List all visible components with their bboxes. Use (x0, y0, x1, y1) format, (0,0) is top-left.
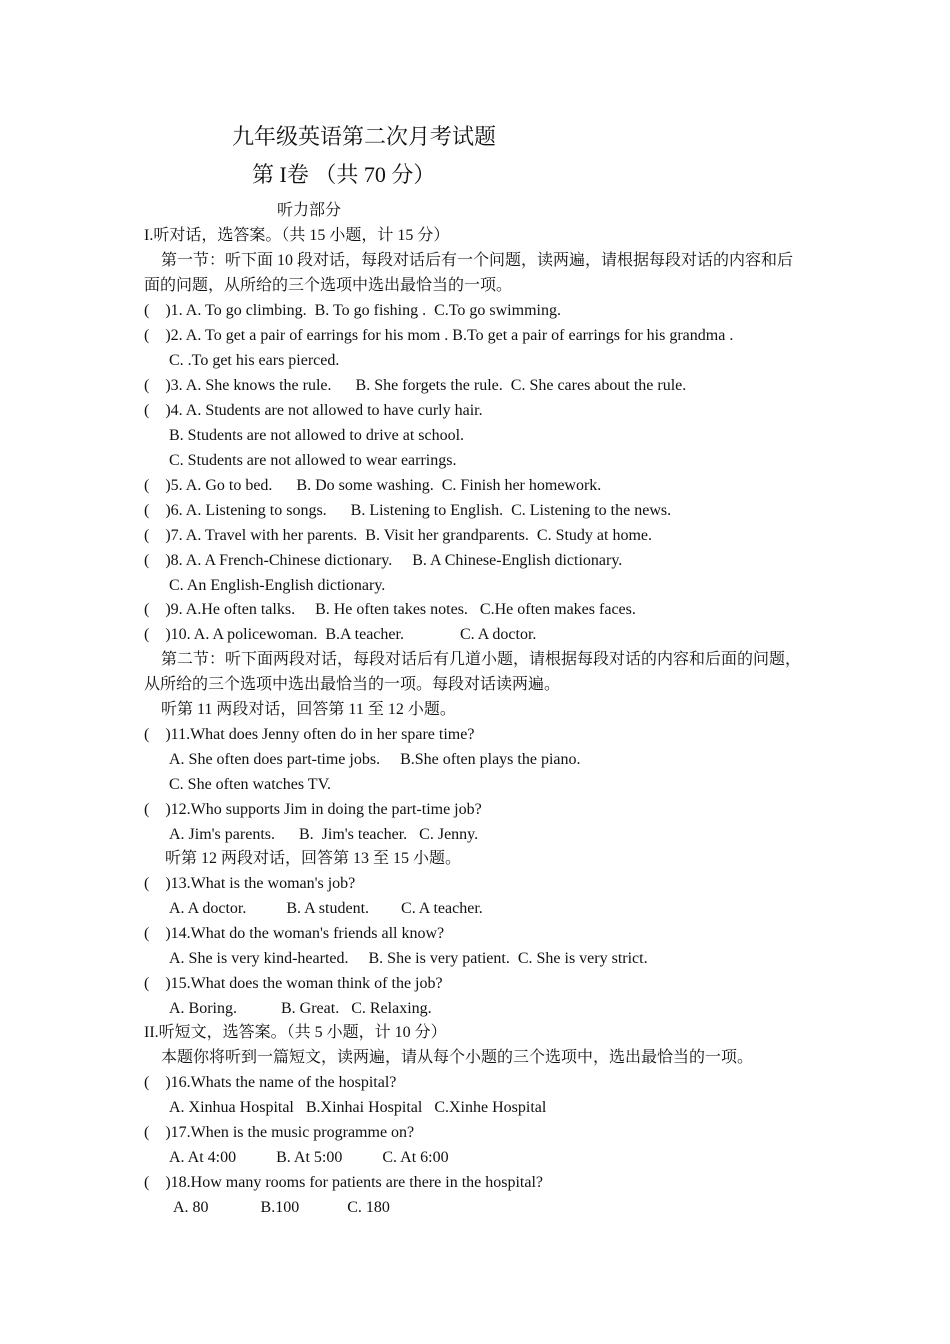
question-line: ( )9. A.He often talks. B. He often takes notes. C.He often makes faces. (144, 601, 636, 618)
option-line: A. 80 B.100 C. 180 (173, 1199, 390, 1216)
question-line: ( )16.Whats the name of the hospital? (144, 1074, 397, 1091)
question-line: ( )1. A. To go climbing. B. To go fishing . C.To go swimming. (144, 302, 561, 319)
question-line: ( )14.What do the woman's friends all know? (144, 925, 445, 942)
option-line: A. At 4:00 B. At 5:00 C. At 6:00 (169, 1149, 449, 1166)
option-line: A. She often does part-time jobs. B.She often plays the piano. (169, 751, 581, 768)
question-line: ( )3. A. She knows the rule. B. She forgets the rule. C. She cares about the rule. (144, 377, 687, 394)
option-line: C. She often watches TV. (169, 776, 332, 793)
instruction-line: 面的问题，从所给的三个选项中选出最恰当的一项。 (144, 277, 513, 294)
option-line: A. Jim's parents. B. Jim's teacher. C. Jenny. (169, 826, 479, 843)
question-line: ( )11.What does Jenny often do in her spare time? (144, 726, 475, 743)
question-line: ( )5. A. Go to bed. B. Do some washing. C. Finish her homework. (144, 477, 602, 494)
question-line: ( )17.When is the music programme on? (144, 1124, 415, 1141)
option-line: B. Students are not allowed to drive at school. (169, 427, 465, 444)
option-line: A. She is very kind-hearted. B. She is very patient. C. She is very strict. (169, 950, 648, 967)
question-line: ( )12.Who supports Jim in doing the part-time job? (144, 801, 482, 818)
question-line: ( )8. A. A French-Chinese dictionary. B. A Chinese-English dictionary. (144, 552, 623, 569)
question-line: ( )13.What is the woman's job? (144, 875, 356, 892)
question-line: ( )18.How many rooms for patients are there in the hospital? (144, 1174, 543, 1191)
instruction-line: 第二节：听下面两段对话，每段对话后有几道小题，请根据每段对话的内容和后面的问题， (161, 651, 802, 668)
exam-title: 九年级英语第二次月考试题 (232, 124, 497, 149)
instruction-line: 听第 12 两段对话，回答第 13 至 15 小题。 (165, 850, 462, 867)
instruction-line: 本题你将听到一篇短文，读两遍，请从每个小题的三个选项中，选出最恰当的一项。 (161, 1049, 754, 1066)
instruction-line: 听第 11 两段对话，回答第 11 至 12 小题。 (161, 701, 456, 718)
section-heading: I.听对话，选答案。（共 15 小题，计 15 分） (144, 227, 450, 244)
question-line: ( )10. A. A policewoman. B.A teacher. C. A doctor. (144, 626, 537, 643)
option-line: A. A doctor. B. A student. C. A teacher. (169, 900, 483, 917)
instruction-line: 第一节：听下面 10 段对话，每段对话后有一个问题，读两遍，请根据每段对话的内容和后 (161, 252, 794, 269)
option-line: C. .To get his ears pierced. (169, 352, 340, 369)
option-line: C. Students are not allowed to wear earrings. (169, 452, 457, 469)
instruction-line: 从所给的三个选项中选出最恰当的一项。每段对话读两遍。 (144, 676, 561, 693)
question-line: ( )7. A. Travel with her parents. B. Visit her grandparents. C. Study at home. (144, 527, 653, 544)
option-line: A. Xinhua Hospital B.Xinhai Hospital C.Xinhe Hospital (169, 1099, 547, 1116)
question-line: ( )2. A. To get a pair of earrings for his mom . B.To get a pair of earrings for his grandma . (144, 327, 734, 344)
question-line: ( )4. A. Students are not allowed to have curly hair. (144, 402, 483, 419)
listening-heading: 听力部分 (277, 202, 342, 219)
question-line: ( )6. A. Listening to songs. B. Listening to English. C. Listening to the news. (144, 502, 672, 519)
question-line: ( )15.What does the woman think of the job? (144, 975, 443, 992)
option-line: C. An English-English dictionary. (169, 577, 386, 594)
volume-heading: 第 I卷 （共 70 分） (252, 162, 436, 187)
option-line: A. Boring. B. Great. C. Relaxing. (169, 1000, 432, 1017)
section-heading: II.听短文，选答案。（共 5 小题，计 10 分） (144, 1024, 447, 1041)
